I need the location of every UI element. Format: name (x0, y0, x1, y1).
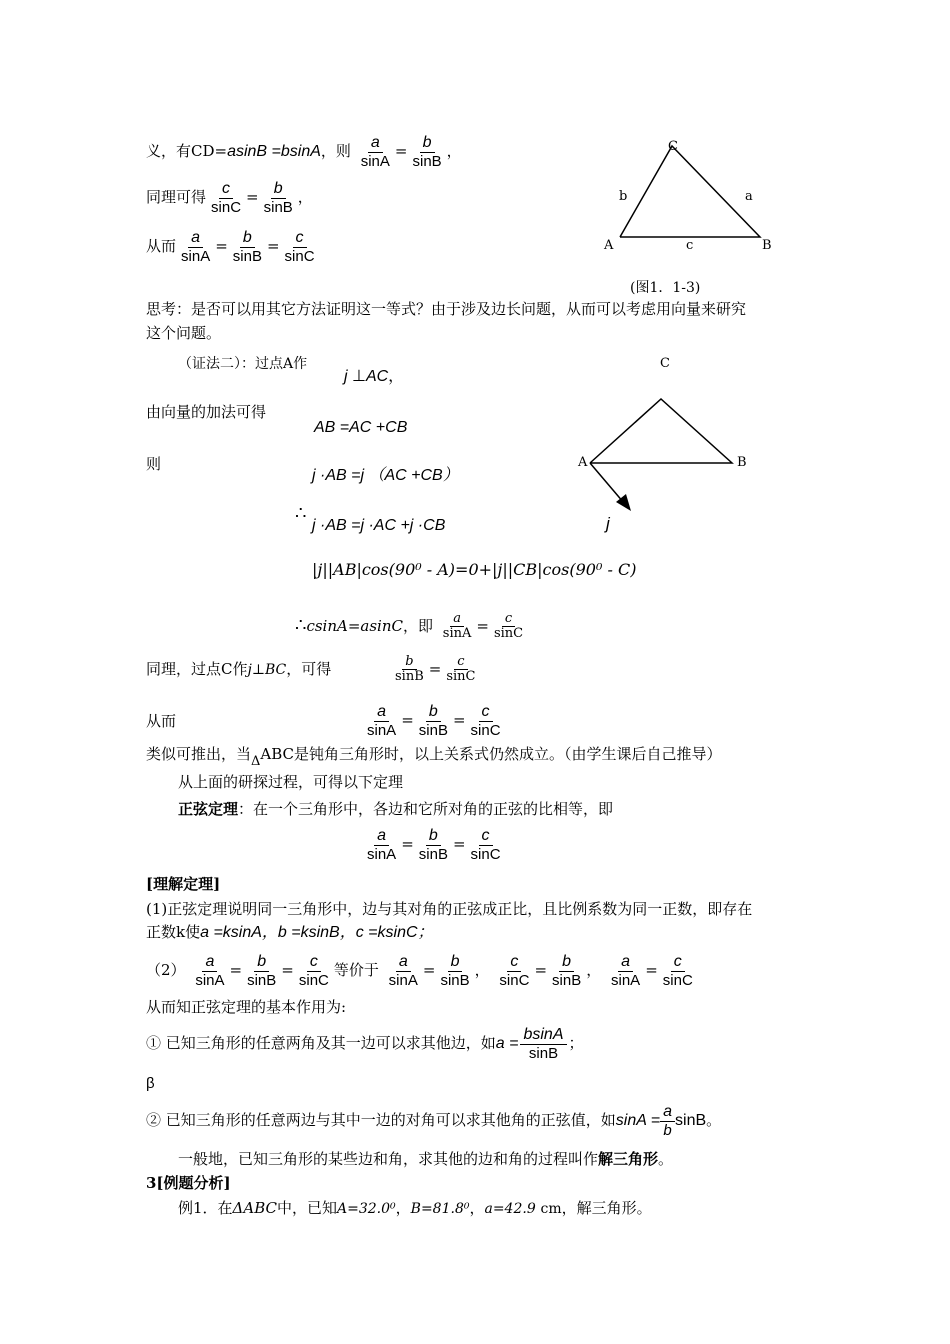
vector-equation-1: AB =AC +CB (314, 419, 408, 436)
figure-caption: (图1．1-3) (630, 280, 701, 296)
theorem-equation: $\frac{a}{\sin A}$ = $\frac{b}{\sin B}$ = $\frac{c}{\sin C}$ (362, 827, 506, 863)
vertex-a-label: A (604, 238, 614, 253)
fraction: $\frac{b}{\sin B}$ (412, 134, 442, 170)
thus-equation: $\frac{a}{\sin A}$ = $\frac{b}{\sin B}$ = $\frac{c}{\sin C}$ (362, 703, 506, 739)
similarly-fraction: $\frac{b}{\sin B}$ = $\frac{c}{\sin C}$ (390, 655, 481, 685)
equation-line-2: 同理可得 $\frac{c}{\sin C}$ = $\frac{b}{\sin B}$ ， (146, 180, 313, 216)
triangle-outline (620, 146, 760, 237)
then-label: 则 (146, 455, 162, 473)
use1-line: ① 已知三角形的任意两角及其一边可以求其他边，如a = $\frac{bsinA}{\sin B}$ ； (146, 1026, 584, 1062)
fraction: $\frac{b}{\sin B}$ (395, 654, 424, 685)
therefore-symbol: ∴ (295, 503, 307, 524)
fraction: $\frac{bsinA}{\sin B}$ (520, 1026, 566, 1062)
understand-item1-line2: 正数k使a =ksinA，b =ksinB，c =ksinC； (146, 923, 434, 941)
vector-equation-3: j ·AB =j ·AC +j ·CB (312, 517, 446, 534)
vertex-a-label: A (578, 455, 588, 470)
understand-item1-line1: (1)正弦定理说明同一三角形中，边与其对角的正弦成正比，且比例系数为同一正数，即存在 (146, 900, 753, 918)
fraction: $\frac{c}{\sin C}$ (470, 703, 501, 739)
fraction: $\frac{a}{\sin A}$ (367, 703, 397, 739)
basic-use-line: 从而知正弦定理的基本作用为: (146, 998, 347, 1016)
think-line-2: 这个问题。 (146, 324, 222, 342)
think-line-1: 思考：是否可以用其它方法证明这一等式？由于涉及边长问题，从而可以考虑用向量来研究 (146, 300, 747, 318)
similarly-line: 同理，过点C作j⊥BC，可得 (146, 660, 332, 678)
use2-line: ② 已知三角形的任意两边与其中一边的对角可以求其他角的正弦值，如sinA = $\frac{a}{b}$ sinB。 (146, 1103, 722, 1139)
perp-j-ac: j ⊥AC， (344, 368, 405, 385)
vertex-b-label: B (762, 238, 772, 253)
fraction: $\frac{a}{\sin A}$ (195, 953, 225, 989)
side-b-label: b (619, 189, 628, 204)
fraction: $\frac{c}{\sin C}$ (662, 953, 693, 989)
example-1: 例1．在ΔABC中，已知A=32.0⁰，B=81.8⁰，a=42.9 cm，解三角形。 (178, 1199, 652, 1217)
side-c-label: c (686, 238, 694, 253)
line1-prefix: 义，有CD= (146, 141, 228, 160)
vertex-c-label: C (660, 356, 670, 371)
vertex-c-label: C (668, 139, 678, 154)
vector-equation-2: j ·AB =j （AC +CB） (312, 467, 459, 484)
vector-equation-4: |j||AB|cos(90⁰ - A)=0+|j||CB|cos(90⁰ - C) (312, 560, 637, 579)
obtuse-line: 类似可推出，当ΔABC是钝角三角形时，以上关系式仍然成立。（由学生课后自己推导） (146, 745, 722, 769)
fraction: $\frac{b}{\sin B}$ (418, 827, 448, 863)
research-line: 从上面的研探过程，可得以下定理 (178, 773, 404, 791)
vertex-b-label: B (737, 455, 747, 470)
fraction: $\frac{b}{\sin B}$ (247, 953, 277, 989)
understand-item2: （2） $\frac{a}{\sin A}$ = $\frac{b}{\sin B}$ = $\frac{c}{\sin C}$ 等价于 $\frac{a}{\sin A}$ = $\frac{b}{\sin B}$ ， $\frac{c}{\sin C}$ = $\frac{b}{\sin B}$ ， $\frac{a}{\sin A}$ = $\frac{c}{\sin C}$ (146, 953, 698, 989)
fraction: $\frac{a}{\sin A}$ (181, 229, 211, 265)
fraction: $\frac{a}{\sin A}$ (611, 953, 641, 989)
fraction: $\frac{c}{\sin C}$ (211, 180, 242, 216)
vector-j-line (590, 463, 624, 503)
fraction: $\frac{c}{\sin C}$ (499, 953, 530, 989)
fraction: $\frac{c}{\sin C}$ (493, 611, 524, 642)
line1-then: ，则 (320, 141, 351, 160)
triangle-outline (590, 399, 732, 463)
fraction: $\frac{a}{\sin A}$ (442, 611, 472, 642)
fraction: $\frac{c}{\sin C}$ (284, 229, 315, 265)
fraction: $\frac{b}{\sin B}$ (440, 953, 470, 989)
fraction: $\frac{b}{\sin B}$ (232, 229, 262, 265)
fraction: $\frac{c}{\sin C}$ (446, 654, 476, 685)
fraction: $\frac{a}{\sin A}$ (360, 134, 390, 170)
fraction: $\frac{b}{\sin B}$ (263, 180, 293, 216)
understand-heading: [理解定理] (146, 875, 221, 893)
equation-line-3: 从而 $\frac{a}{\sin A}$ = $\frac{b}{\sin B}$ = $\frac{c}{\sin C}$ (146, 229, 320, 265)
fraction: $\frac{a}{b}$ (660, 1103, 675, 1139)
fraction: $\frac{c}{\sin C}$ (298, 953, 329, 989)
fraction: $\frac{c}{\sin C}$ (470, 827, 501, 863)
fraction: $\frac{b}{\sin B}$ (552, 953, 582, 989)
vector-add-label: 由向量的加法可得 (146, 403, 267, 421)
line1-equation: asinB =bsinA (227, 142, 321, 160)
triangle-figure-2 (580, 390, 760, 530)
equation-line-5: ∴csinA=asinC，即 $\frac{a}{\sin A}$ = $\frac{c}{\sin C}$ (295, 612, 528, 642)
side-a-label: a (745, 189, 753, 204)
thus-label: 从而 (146, 712, 177, 730)
beta-symbol: β (146, 1075, 155, 1092)
fraction: $\frac{a}{\sin A}$ (388, 953, 418, 989)
fraction: $\frac{b}{\sin B}$ (418, 703, 448, 739)
proof2-heading: （证法二）：过点A作 (178, 356, 308, 372)
examples-heading: 3[例题分析] (146, 1174, 231, 1192)
theorem-line: 正弦定理：在一个三角形中，各边和它所对角的正弦的比相等，即 (178, 800, 614, 818)
fraction: $\frac{a}{\sin A}$ (367, 827, 397, 863)
vector-j-label: j (606, 514, 610, 533)
equation-line-1: 义，有CD=asinB =bsinA，则 $\frac{a}{\sin A}$ = $\frac{b}{\sin B}$ ， (146, 134, 462, 170)
solve-triangle-line: 一般地，已知三角形的某些边和角，求其他的边和角的过程叫作解三角形。 (178, 1150, 674, 1168)
